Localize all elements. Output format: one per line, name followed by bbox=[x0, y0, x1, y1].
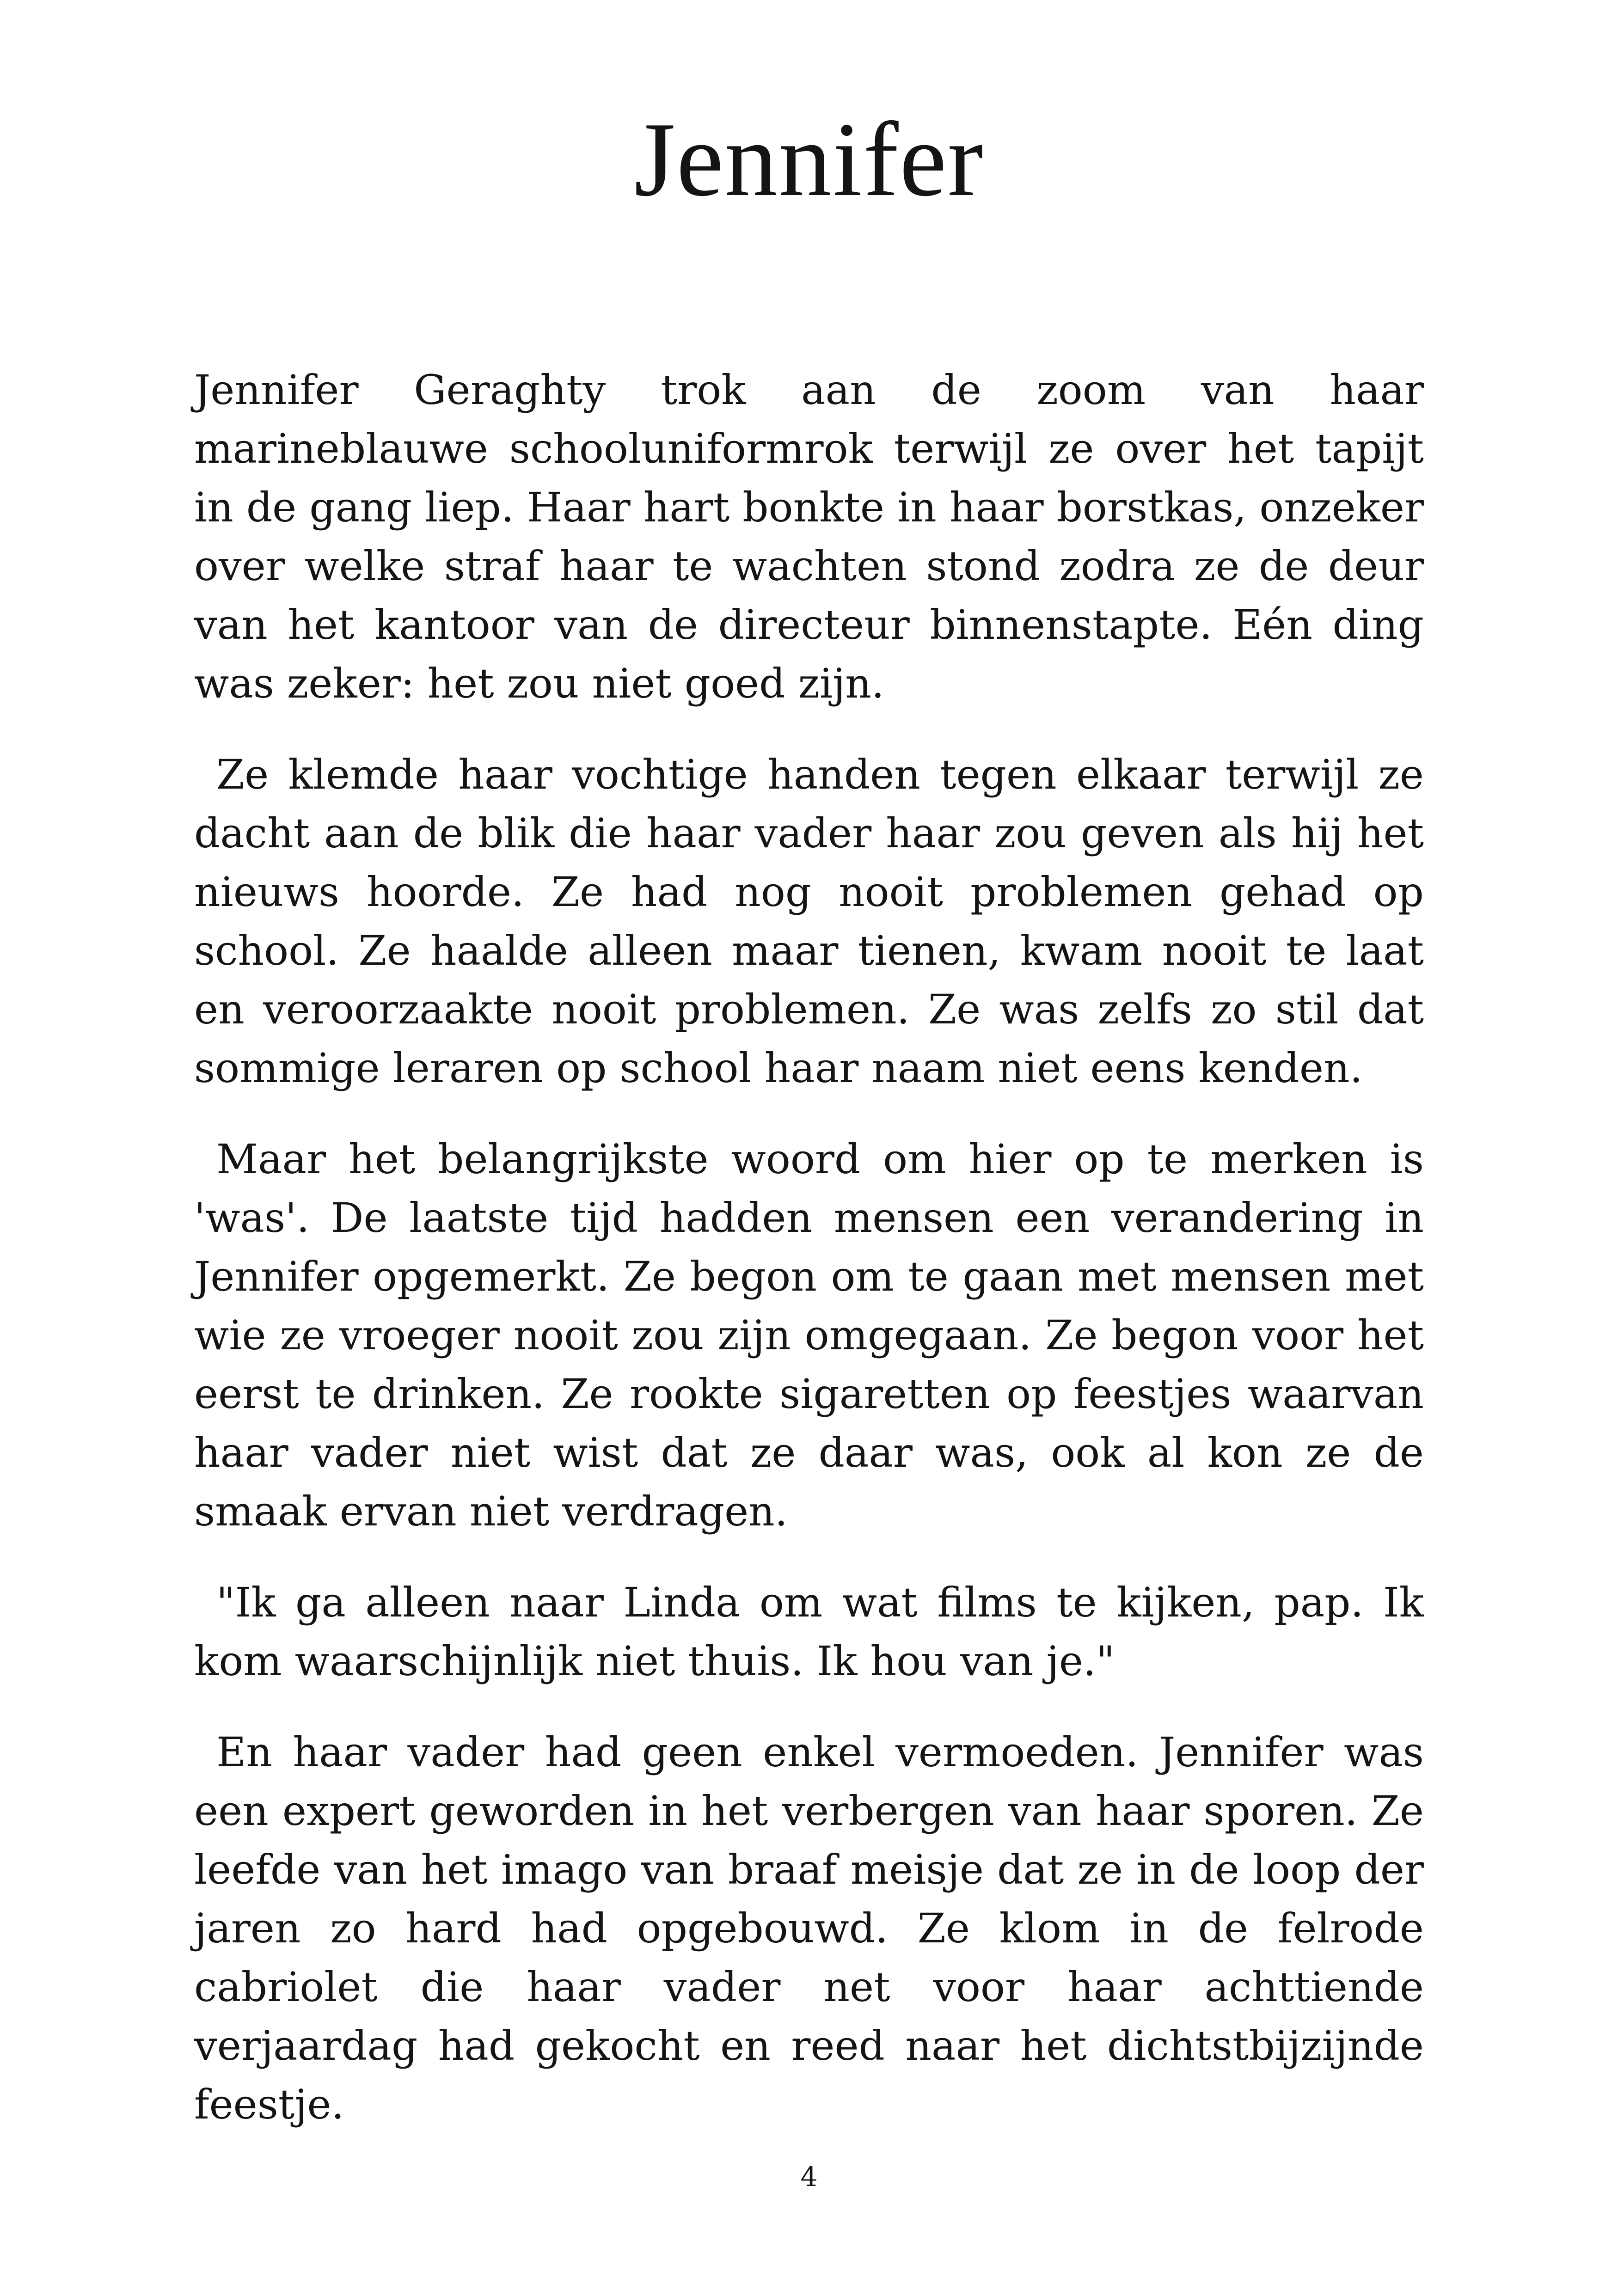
chapter-body bbox=[194, 361, 1424, 2166]
paragraph-1: Jennifer Geraghty trok aan de zoom van haar marineblauwe schooluniformrok terwijl ze over het tapijt in de gang liep. Haar hart bonkte in haar borstkas, onzeker over welke straf haar te wachten stond zodra ze de deur van het kantoor van de directeur binnenstapte. Eén ding was zeker: het zou niet goed zijn. bbox=[194, 366, 1424, 707]
paragraph-3: Maar het belangrijkste woord om hier op te merken is 'was'. De laatste tijd hadden mensen een verandering in Jennifer opgemerkt. Ze begon om te gaan met mensen met wie ze vroeger nooit zou zijn omgegaan. Ze begon voor het eerst te drinken. Ze rookte sigaretten op feestjes waarvan haar vader niet wist dat ze daar was, ook al kon ze de smaak ervan niet verdragen. bbox=[194, 1135, 1424, 1535]
paragraph-4: "Ik ga alleen naar Linda om wat films te kijken, pap. Ik kom waarschijnlijk niet thuis. Ik hou van je." bbox=[194, 1579, 1424, 1685]
page-number: 4 bbox=[800, 2161, 818, 2192]
paragraph-2: Ze klemde haar vochtige handen tegen elkaar terwijl ze dacht aan de blik die haar vader haar zou geven als hij het nieuws hoorde. Ze had nog nooit problemen gehad op school. Ze haalde alleen maar tienen, kwam nooit te laat en veroorzaakte nooit problemen. Ze was zelfs zo stil dat sommige leraren op school haar naam niet eens kenden. bbox=[194, 751, 1424, 1092]
paragraph-5: En haar vader had geen enkel vermoeden. Jennifer was een expert geworden in het verbergen van haar sporen. Ze leefde van het imago van braaf meisje dat ze in de loop der jaren zo hard had opgebouwd. Ze klom in de felrode cabriolet die haar vader net voor haar achttiende verjaardag had gekocht en reed naar het dichtstbijzijnde feestje. bbox=[194, 1728, 1424, 2128]
chapter-title: Jennifer bbox=[634, 100, 984, 218]
